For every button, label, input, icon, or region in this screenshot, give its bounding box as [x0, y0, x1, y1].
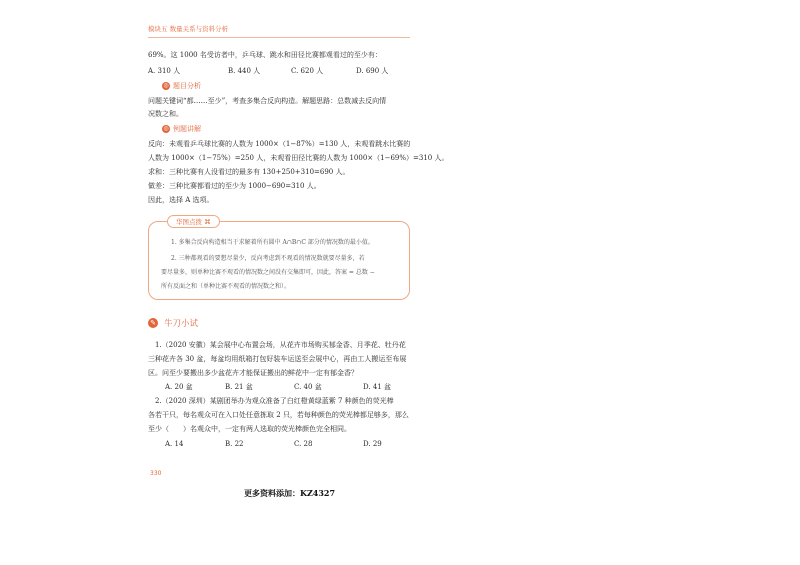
tips-corner-icon: ⌘	[204, 218, 211, 226]
tips-line: 2. 三种都观看的要想尽量少，反向考虑到不观看的情况数就要尽量多，若	[171, 255, 365, 262]
q1-line: 1.（2020 安徽）某会展中心布置会场，从花卉市场购买郁金香、月季花、牡丹花	[155, 341, 406, 349]
explanation-heading	[162, 124, 201, 134]
q1-option-d: D. 41 盆	[363, 383, 391, 391]
q1-line: 三种花卉各 30 盆，每盆均用纸箱打包好装车运送至会展中心，再由工人搬运至布展	[148, 355, 407, 363]
practice-title: 牛刀小试	[164, 319, 199, 329]
header-divider	[148, 37, 410, 38]
pin-icon: ◎	[163, 125, 169, 132]
q2-option-a: A. 14	[165, 440, 184, 448]
analysis-line: 问题关键词“都……至少”，考查多集合反向构造。解题思路：总数减去反向情	[148, 97, 387, 105]
option-c: C. 620 人	[291, 67, 324, 75]
pencil-icon: ✎	[148, 318, 158, 328]
q2-option-b: B. 22	[225, 440, 244, 448]
explanation-title: 例题讲解	[173, 125, 201, 133]
q2-line: 至少（ ）名观众中，一定有两人选取的荧光棒颜色完全相同。	[148, 425, 351, 433]
q2-line: 各若干只，每名观众可在入口处任意拣取 2 只，若每种颜色的荧光棒都足够多，那么	[148, 411, 409, 419]
q1-option-a: A. 20 盆	[165, 383, 193, 391]
running-header: 模块五 数量关系与资料分析	[148, 25, 229, 33]
intro-line: 69%。这 1000 名受访者中，乒乓球、跳水和田径比赛都观看过的至少有：	[148, 51, 382, 59]
explanation-line: 人数为 1000×（1−75%）=250 人，未观看田径比赛的人数为 1000×（1−69%）=310 人。	[148, 154, 449, 162]
q1-option-c: C. 40 盆	[294, 383, 322, 391]
tips-box	[148, 218, 410, 300]
option-b: B. 440 人	[228, 67, 261, 75]
explanation-line: 因此，选择 A 选项。	[148, 196, 214, 204]
q2-option-d: D. 29	[363, 440, 382, 448]
tips-title	[167, 215, 220, 228]
q2-line: 2.（2020 深圳）某剧团举办为观众准备了白红橙黄绿蓝紫 7 种颜色的荧光棒	[155, 397, 394, 405]
q1-option-b: B. 21 盆	[225, 383, 253, 391]
option-d: D. 690 人	[356, 67, 389, 75]
page-number: 330	[150, 470, 162, 477]
option-a: A. 310 人	[148, 67, 181, 75]
pin-icon: ◎	[163, 82, 169, 89]
footer-note: 更多资料添加：KZ4327	[244, 488, 336, 498]
practice-heading	[148, 317, 198, 329]
analysis-title: 题目分析	[173, 82, 201, 90]
tips-line: 所有反面之和（单种比赛不观看的情况数之和）。	[161, 283, 291, 290]
analysis-heading	[162, 81, 201, 91]
q1-line: 区。问至少要搬出多少盆花卉才能保证搬出的鲜花中一定有郁金香？	[148, 369, 358, 377]
tips-line: 1. 多集合反向构造相当于求解着所有圆中 A∩B∩C 部分的情况数的最小值。	[171, 239, 374, 246]
analysis-line: 况数之和。	[148, 110, 183, 118]
tips-line: 要尽量多，则单种比赛不观看的情况数之间没有交集即可，因此，答案 = 总数 −	[161, 269, 375, 276]
tips-title-text: 华图点拨	[176, 218, 202, 226]
explanation-line: 求和：三种比赛有人没看过的最多有 130+250+310=690 人。	[148, 168, 350, 176]
q2-option-c: C. 28	[294, 440, 313, 448]
explanation-line: 做差：三种比赛都看过的至少为 1000−690=310 人。	[148, 182, 321, 190]
explanation-line: 反向：未观看乒乓球比赛的人数为 1000×（1−87%）=130 人，未观看跳水比赛的	[148, 140, 411, 148]
